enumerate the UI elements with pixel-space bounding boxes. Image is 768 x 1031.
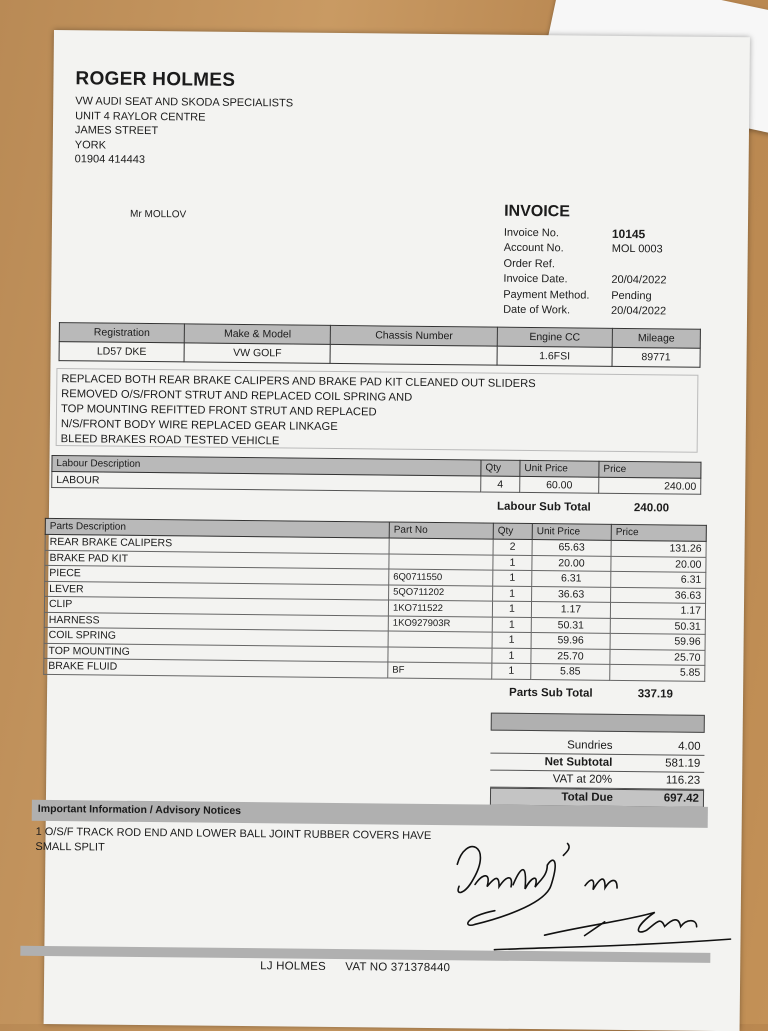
part-price: 1.17 xyxy=(610,602,705,618)
invoice-date: 20/04/2022 xyxy=(611,274,667,287)
part-qty: 1 xyxy=(492,601,531,617)
parts-header-qty: Qty xyxy=(493,523,532,539)
work-description xyxy=(56,368,699,453)
labour-subtotal-label: Labour Sub Total xyxy=(496,500,591,514)
part-qty: 1 xyxy=(493,586,532,602)
footer xyxy=(260,960,450,974)
advisory-heading: Important Information / Advisory Notices xyxy=(32,800,708,828)
parts-header-desc: Parts Description xyxy=(45,518,389,538)
part-unit: 5.85 xyxy=(531,664,610,680)
part-desc: PIECE xyxy=(45,565,389,584)
part-desc: BRAKE FLUID xyxy=(44,658,388,677)
work-line: REMOVED O/S/FRONT STRUT AND REPLACED COIL SPRING AND xyxy=(61,388,413,404)
work-line: BLEED BRAKES ROAD TESTED VEHICLE xyxy=(60,433,280,448)
part-desc: COIL SPRING xyxy=(44,627,388,646)
company-line: JAMES STREET xyxy=(74,124,159,138)
account-number: MOL 0003 xyxy=(611,243,663,256)
registration: LD57 DKE xyxy=(59,342,184,362)
part-price: 20.00 xyxy=(611,556,706,572)
customer-name: Mr MOLLOV xyxy=(130,208,187,221)
order-ref xyxy=(612,265,712,266)
payment-method: Pending xyxy=(611,289,652,303)
part-unit: 6.31 xyxy=(532,571,611,587)
part-qty: 1 xyxy=(492,632,531,648)
labour-qty: 4 xyxy=(481,476,520,492)
meta-label: Payment Method. xyxy=(503,288,590,302)
part-desc: BRAKE PAD KIT xyxy=(45,550,389,569)
part-number: 1KO927903R xyxy=(388,616,492,633)
labour-subtotal xyxy=(497,501,669,515)
part-number: BF xyxy=(388,662,492,679)
vat-label: VAT at 20% xyxy=(552,773,613,786)
invoice-number: 10145 xyxy=(611,226,646,241)
part-number xyxy=(389,538,493,555)
invoice-title: INVOICE xyxy=(504,202,571,221)
part-number xyxy=(388,631,492,648)
vehicle-header: Make & Model xyxy=(184,324,331,345)
vehicle-header: Chassis Number xyxy=(331,325,498,346)
part-desc: HARNESS xyxy=(44,612,388,631)
part-qty: 1 xyxy=(492,648,531,664)
parts-table xyxy=(43,518,707,681)
parts-header-partno: Part No xyxy=(389,522,493,539)
company-line: UNIT 4 RAYLOR CENTRE xyxy=(75,109,206,124)
part-number: 1KO711522 xyxy=(388,600,492,617)
meta-label: Date of Work. xyxy=(503,303,571,317)
part-unit: 36.63 xyxy=(532,586,611,602)
part-number: 5QO711202 xyxy=(389,585,493,602)
part-number xyxy=(389,554,493,571)
advisory-line: SMALL SPLIT xyxy=(35,840,105,854)
part-desc: TOP MOUNTING xyxy=(44,643,388,662)
part-unit: 65.63 xyxy=(532,540,611,556)
company-phone: 01904 414443 xyxy=(74,153,146,166)
chassis-number xyxy=(330,344,497,365)
part-unit: 59.96 xyxy=(531,633,610,649)
totals-bar xyxy=(491,713,705,733)
date-of-work: 20/04/2022 xyxy=(611,305,667,318)
company-block xyxy=(75,68,294,169)
footer-name: LJ HOLMES xyxy=(260,960,326,973)
labour-unit: 60.00 xyxy=(520,476,599,493)
parts-header-price: Price xyxy=(611,524,706,541)
vat-value: 116.23 xyxy=(665,774,701,787)
part-price: 25.70 xyxy=(610,649,705,665)
company-line: VW AUDI SEAT AND SKODA SPECIALISTS xyxy=(75,95,294,110)
sundries-label: Sundries xyxy=(567,739,613,752)
part-qty: 1 xyxy=(493,570,532,586)
part-desc: LEVER xyxy=(45,581,389,600)
vehicle-header: Mileage xyxy=(612,328,700,348)
engine-cc: 1.6FSI xyxy=(497,346,612,366)
labour-header-price: Price xyxy=(599,461,701,478)
parts-subtotal-value: 337.19 xyxy=(637,688,674,701)
vehicle-header: Registration xyxy=(59,323,184,343)
labour-header-desc: Labour Description xyxy=(52,456,481,476)
total-due-value: 697.42 xyxy=(663,792,700,805)
footer-vat: VAT NO 371378440 xyxy=(345,961,451,975)
part-unit: 1.17 xyxy=(531,602,610,618)
parts-header-unit: Unit Price xyxy=(532,524,611,541)
part-desc: CLIP xyxy=(44,596,388,615)
mileage: 89771 xyxy=(612,347,700,367)
invoice-meta xyxy=(503,225,712,320)
totals-block xyxy=(490,713,705,808)
meta-label: Account No. xyxy=(503,241,564,255)
company-line: YORK xyxy=(74,138,107,152)
part-qty: 1 xyxy=(492,663,531,679)
part-qty: 1 xyxy=(493,555,532,571)
part-price: 5.85 xyxy=(610,664,705,680)
labour-table xyxy=(51,455,701,495)
labour-subtotal-value: 240.00 xyxy=(633,502,670,515)
meta-label: Order Ref. xyxy=(503,257,555,271)
meta-label: Invoice Date. xyxy=(503,272,568,286)
part-number xyxy=(388,647,492,664)
vehicle-header: Engine CC xyxy=(497,327,612,347)
total-due-label: Total Due xyxy=(561,791,614,804)
meta-label: Invoice No. xyxy=(503,226,559,240)
net-subtotal-value: 581.19 xyxy=(665,757,701,770)
parts-subtotal xyxy=(509,687,673,701)
part-price: 50.31 xyxy=(610,618,705,634)
sundries-value: 4.00 xyxy=(678,740,701,753)
work-line: REPLACED BOTH REAR BRAKE CALIPERS AND BRAKE PAD KIT CLEANED OUT SLIDERS xyxy=(61,373,536,391)
part-price: 131.26 xyxy=(611,540,706,556)
labour-desc: LABOUR xyxy=(52,472,481,492)
invoice-meta-row xyxy=(503,302,711,320)
part-price: 6.31 xyxy=(611,571,706,587)
work-line: N/S/FRONT BODY WIRE REPLACED GEAR LINKAGE xyxy=(60,418,338,433)
labour-header-unit: Unit Price xyxy=(520,460,599,477)
company-name: ROGER HOLMES xyxy=(75,68,236,91)
part-price: 59.96 xyxy=(610,633,705,649)
part-unit: 50.31 xyxy=(531,617,610,633)
invoice-sheet xyxy=(35,30,750,1031)
part-price: 36.63 xyxy=(611,587,706,603)
part-number: 6Q0711550 xyxy=(389,569,493,586)
part-qty: 1 xyxy=(492,617,531,633)
net-subtotal-label: Net Subtotal xyxy=(544,756,613,769)
part-unit: 25.70 xyxy=(531,648,610,664)
labour-price: 240.00 xyxy=(599,477,701,494)
parts-subtotal-label: Parts Sub Total xyxy=(509,686,593,700)
part-desc: REAR BRAKE CALIPERS xyxy=(45,534,389,553)
work-line: TOP MOUNTING REFITTED FRONT STRUT AND REPLACED xyxy=(60,403,377,419)
vehicle-table xyxy=(59,322,701,368)
advisory-line: 1 O/S/F TRACK ROD END AND LOWER BALL JOINT RUBBER COVERS HAVE xyxy=(35,825,432,842)
part-unit: 20.00 xyxy=(532,555,611,571)
labour-header-qty: Qty xyxy=(481,460,520,476)
make-model: VW GOLF xyxy=(184,343,331,364)
part-qty: 2 xyxy=(493,539,532,555)
